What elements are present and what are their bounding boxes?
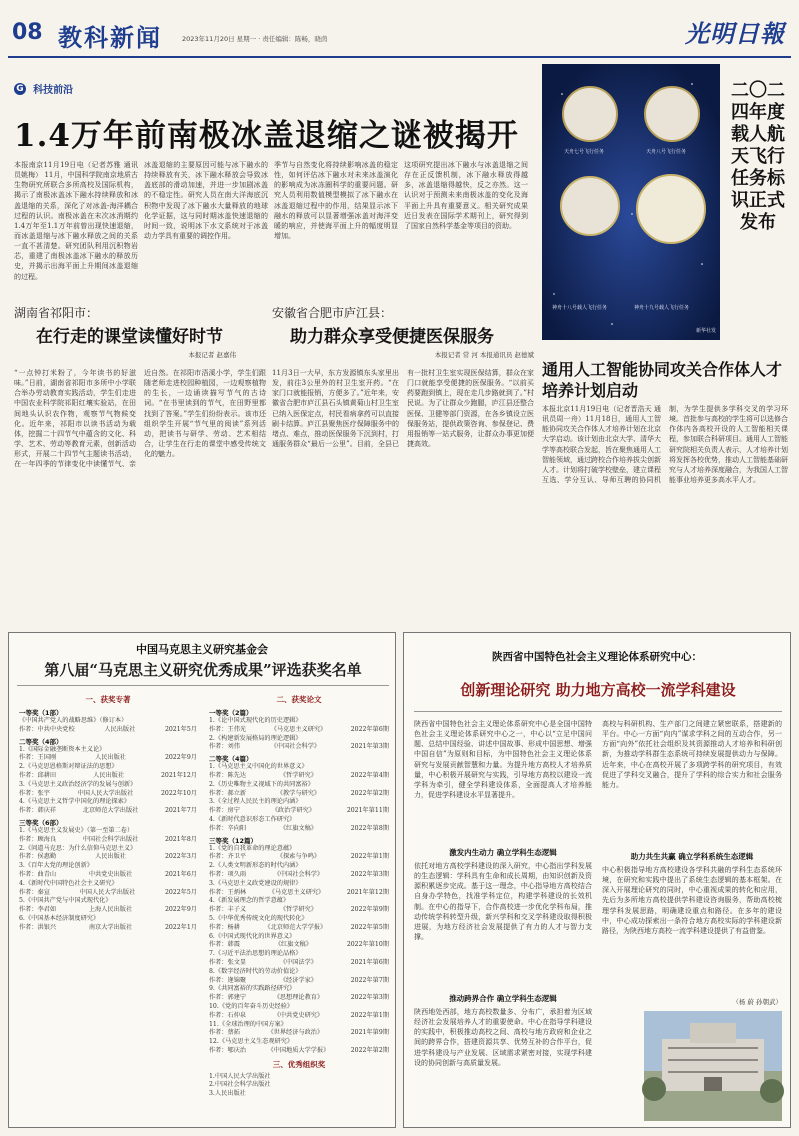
award-entry-publisher: 《思想理论教育》 <box>273 994 324 1002</box>
award-entry <box>209 933 389 951</box>
award-entry-date: 2022年9月 <box>164 754 197 762</box>
award-entry-date: 2022年第10期 <box>346 941 389 949</box>
page-number: 08 <box>12 20 43 45</box>
award-entry-date: 2022年第2期 <box>350 1046 389 1054</box>
award-entry <box>209 798 389 816</box>
award-entry-date: 2022年5月 <box>164 888 197 896</box>
ai-article-body: 本报北京11月19日电（记者晋浩天 通讯员周一舟）11月18日，通用人工智能协同攻关合作体人才培养计划在北京大学启动。该计划由北京大学、清华大学等高校联合发起，旨在聚焦通用人工智能领域，通过跨校合作培养拔尖创新人才。计划将打破学校壁垒，建立课程互选、学分互认、导师互聘的协同机制，为学生提供多学科交叉的学习环境。首批参与高校的学生将可以选修合作体内各高校开设的人工智能相关课程，参加联合科研项目。通用人工智能研究院相关负责人表示，人才培养计划将发挥各校优势，推动人工智能基础研究与人才培养深度融合，为我国人工智能事业培养更多高水平人才。 <box>542 405 788 484</box>
award-entry-date: 2021年第9期 <box>350 1029 389 1037</box>
article2-byline: 本报记者 常 河 本报通讯员 赵德斌 <box>434 351 534 359</box>
award-tier: 三等奖（12篇） <box>209 836 258 845</box>
award-entry-title: 12.《马克思主义生态观研究》 <box>209 1038 294 1046</box>
building-illustration <box>644 1011 782 1121</box>
award-entry-title: 1.《马克思主义发展史》（第一至第二卷） <box>19 826 134 834</box>
lead-headline: 1.4万年前南极冰盖退缩之谜被揭开 <box>14 118 519 154</box>
award-entry-meta <box>209 726 389 735</box>
award-entry-meta <box>209 807 389 816</box>
award-entry-publisher: 《红旗文稿》 <box>279 824 317 832</box>
award-entry-title: 3.人民出版社 <box>209 1090 246 1098</box>
lead-column-1: 本报南京11月19日电（记者苏雅 通讯员姚梅） 11月，中国科学院南京地质古生物研究所联合多所高校及国际机构，揭示了南极冰盖冰下融水持续释放和冰盖退缩的关系，深化了对冰盖-海洋耦合过程的认识。南极冰盖在末次冰消期约1.4万年至1.1万年前曾出现快速退缩，而冰盖退缩与冰下融水释放之间的关系一直不甚清楚。研究团队利用沉积物岩芯，重建了南极冰盖冰下融水的释放历史，并揭示出海平面上升期间冰盖退缩的过程。 <box>14 161 138 281</box>
award-entry-meta <box>19 836 197 845</box>
kicker-icon: G <box>14 83 26 95</box>
award-entry-meta <box>19 754 197 763</box>
award-entry <box>209 950 389 968</box>
award-entry-date: 2021年第11期 <box>346 807 389 815</box>
tianzhou-7-patch-icon <box>562 86 618 142</box>
award-tier: 二等奖（4篇） <box>209 755 253 764</box>
award-entry <box>209 968 389 986</box>
award-entry <box>209 985 389 1003</box>
patch-label-1: 天舟七号飞行任务 <box>564 149 605 155</box>
award-entry-publisher: 《红旗文稿》 <box>274 941 312 949</box>
article1-byline: 本报记者 赵嘉伟 <box>188 351 236 359</box>
award-entry <box>209 1038 389 1056</box>
award-entry-meta <box>209 977 389 986</box>
award-entry <box>19 717 197 735</box>
award-tier: 一等奖（1部） <box>19 709 63 717</box>
award-entry-title: 2.《问道马克思：为什么信仰马克思主义》 <box>19 844 137 852</box>
shaanxi-head-1: 激发内生动力 确立学科生态逻辑 <box>449 848 557 857</box>
article1-location: 湖南省祁阳市： <box>14 306 99 320</box>
award-entry-meta <box>209 924 389 933</box>
award-entry-meta <box>209 871 389 880</box>
award-entry-date: 2021年第3期 <box>350 743 389 751</box>
award-entry-title: 7.《习近平法治思想的理论品格》 <box>209 950 302 958</box>
award-entry-date: 2021年12月 <box>161 771 197 779</box>
award-entry <box>209 1081 389 1090</box>
award-entry-date: 2022年1月 <box>164 923 197 931</box>
article1-body: “一点钟打米粉了，今年读书的好滋味。”日前，湖南省祁阳市多所中小学联合举办劳动教育实践活动，学生们走进中国农业科学院祁阳红壤实验站，在田间地头认识农作物，观察节气物候变化。近年来，祁阳市以读书活动为载体，挖掘二十四节气中蕴含的文化、科学、艺术、劳动等教育元素，创新活动形式，开展二十四节气主题读书活动，在一年四季的节律变化中读懂节气、亲近自然。在祁阳市浯溪小学，学生们跟随老师走进校园种植园，一边观察植物的生长，一边诵读描写节气的古诗词。“在书里读到的节气，在田野里都找到了答案。”学生们纷纷表示。该市还组织学生开展“节气里的阅读”系列活动，把读书与研学、劳动、艺术相结合，让学生在行走的课堂中感受传统文化的魅力。 <box>14 369 266 469</box>
award-entry-title: 3.《百年大党的理论创新》 <box>19 862 93 870</box>
header-rule <box>8 56 791 58</box>
award-entry-date: 2022年第2期 <box>350 789 389 797</box>
awards-box <box>8 632 396 1128</box>
award-entry-title: 1.《党的自我革命的理论意蕴》 <box>209 844 296 852</box>
ai-article-title: 通用人工智能协同攻关合作体人才培养计划启动 <box>542 360 783 400</box>
award-entry-title: 3.《马克思主义政党建设的规律》 <box>209 879 302 887</box>
award-entry-date: 2022年第9期 <box>350 906 389 914</box>
award-entry-title: 5.《中国共产党与中国式现代化》 <box>19 897 112 905</box>
award-entry-date: 2022年第1期 <box>350 853 389 861</box>
award-entry-title: 9.《共同富裕的实践路径研究》 <box>209 985 296 993</box>
newspaper-logo: 光明日報 <box>685 19 785 48</box>
award-entry-title: 6.《中国式现代化的世界意义》 <box>209 932 296 940</box>
award-entry-date: 2021年7月 <box>164 807 197 815</box>
award-entry-meta <box>209 959 389 968</box>
patch-label-4: 神舟十九号载人飞行任务 <box>634 305 690 311</box>
award-entry-author: 作者：项久雨 <box>209 870 247 878</box>
awards-column-right <box>209 691 389 1121</box>
shaanxi-intro: 陕西省中国特色社会主义理论体系研究中心是全国中国特色社会主义理论体系研究中心之一，中心以“立足中国问题、总结中国经验、讲述中国故事、形成中国思想、增强中国自信”为原则和目标，为中国特色社会主义理论体系研究与发展贡献智慧和力量。为提升地方高校人才培养质量，中心积极开展研究与实践，引导地方高校以建设一流学科为牵引，健全学科建设体系，全面提高人才培养能力，促进学科建设水平显著提升。 <box>414 720 592 799</box>
award-entry-date: 2021年5月 <box>164 725 197 733</box>
award-entry-author: 作者：郝立新 <box>209 789 247 797</box>
shaanxi-para-1: 依托对地方高校学科建设的深入研究，中心指出学科发展的生态逻辑：学科具有生命和成长周期，由知识创新及资源积累逐步完成。基于这一理念，中心指导地方高校结合自身办学特色，找准学科定位，构建学科建设的长效机制。在中心的指导下，合作高校进一步优化学科布局，推动传统学科转型升级，新兴学科和交叉学科建设取得积极进展，为地方经济社会发展提供了有力的人才与智力支撑。 <box>414 862 592 941</box>
shenzhou-19-patch-icon <box>636 174 706 244</box>
award-entry-author: 作者：王国刚 <box>19 754 57 762</box>
award-entry-title: 10.《党的百年奋斗历史经验》 <box>209 1002 294 1010</box>
award-entry-author: 作者：洪银兴 <box>19 923 57 931</box>
award-entry <box>19 915 197 933</box>
award-entry-meta <box>209 743 389 752</box>
award-entry-publisher: 人民出版社 <box>104 725 136 733</box>
shaanxi-para-4: 中心积极指导地方高校建设各学科共融的学科生态系统环境，在研究和实践中提出了系统生态逻辑的基本框架。在深入开展理论研究的同时，中心重视成果的转化和应用，先后为多所地方高校提供学科建设咨询服务，帮助高校梳理学科发展思路，明确建设重点和路径。在多年的建设中，中心成功探索出一条符合地方高校实际的学科建设新路径，为陕西地方高校一流学科建设提供了有益借鉴。 <box>602 866 782 935</box>
award-entry-date: 2022年第8期 <box>350 824 389 832</box>
award-entry <box>209 915 389 933</box>
award-entry-date: 2022年第1期 <box>350 1011 389 1019</box>
award-entry-meta <box>19 853 197 862</box>
award-entry-author: 作者：韩庆祥 <box>19 807 57 815</box>
award-entry <box>209 816 389 834</box>
award-entry-date: 2021年6月 <box>164 870 197 878</box>
award-entry-title: 1.《国际金融垄断资本主义论》 <box>19 745 106 753</box>
award-section-head: 一、获奖专著 <box>85 695 131 704</box>
award-entry-title: 1.《马克思主义中国化的世界意义》 <box>209 763 308 771</box>
award-entry-publisher: 中国社会科学出版社 <box>82 835 139 843</box>
award-entry-meta <box>209 825 389 834</box>
awards-org: 中国马克思主义研究基金会 <box>136 643 268 656</box>
award-entry-author: 作者：张文显 <box>209 958 247 966</box>
award-entry-publisher: 中国人民大学出版社 <box>77 789 134 797</box>
award-entry <box>19 880 197 898</box>
photo-credit: 新华社发 <box>695 328 716 334</box>
kicker <box>14 78 73 97</box>
award-entry <box>19 827 197 845</box>
award-entry-author: 作者：刘伟 <box>209 743 240 751</box>
award-entry-date: 2022年第4期 <box>350 771 389 779</box>
article2-title: 助力群众享受便捷医保服务 <box>290 327 494 347</box>
award-entry-publisher: 《哲学研究》 <box>279 771 317 779</box>
award-entry-meta <box>19 726 197 735</box>
award-entry <box>19 798 197 816</box>
shenzhou-18-patch-icon <box>560 176 620 236</box>
tianzhou-8-patch-icon <box>644 86 700 142</box>
award-entry-meta <box>209 1029 389 1038</box>
award-entry-publisher: 《哲学研究》 <box>279 906 317 914</box>
award-entry <box>209 735 389 753</box>
award-entry-publisher: 《中国社会科学》 <box>273 870 324 878</box>
shaanxi-head-3: 助力共生共赢 确立学科系统生态逻辑 <box>630 852 754 861</box>
award-entry-title: 8.《数字经济时代的劳动价值论》 <box>209 967 302 975</box>
award-entry-meta <box>19 871 197 880</box>
award-entry-title: 2.中国社会科学出版社 <box>209 1081 271 1089</box>
award-entry-date: 2022年第5期 <box>350 923 389 931</box>
award-tier: 三等奖（6部） <box>19 818 63 827</box>
award-entry-publisher: 《北京师范大学学报》 <box>264 923 327 931</box>
award-entry-meta <box>209 1047 389 1056</box>
award-entry-meta <box>19 772 197 781</box>
award-entry-date: 2022年10月 <box>161 789 197 797</box>
award-entry-meta <box>19 906 197 915</box>
kicker-label: 科技前沿 <box>33 85 74 96</box>
shaanxi-head-2: 推动跨界合作 确立学科生态逻辑 <box>449 994 557 1003</box>
award-entry-author: 作者：顾海良 <box>19 835 57 843</box>
award-entry-author: 作者：李君如 <box>19 906 57 914</box>
award-entry-title: 2.《马克思恩格斯对辩证法的思想》 <box>19 763 118 771</box>
award-section-head: 三、优秀组织奖 <box>272 1059 326 1069</box>
mission-patches-photo <box>542 64 720 340</box>
award-entry-meta <box>209 772 389 781</box>
shaanxi-para-2: 陕西地处西部，地方高校数量多、分布广，承担着为区域经济社会发展培养人才的重要使命。中心在指导学科建设的实践中，积极推动高校之间、高校与地方政府和企业之间的跨界合作，搭建资源共享、优势互补的合作平台，促进学科建设与产业发展、区域需求紧密对接，实现学科建设的协同创新与高质量发展。 <box>414 1008 592 1067</box>
award-entry-title: 6.《中国基本经济制度研究》 <box>19 914 100 922</box>
award-entry <box>209 862 389 880</box>
award-entry-publisher: 上海人民出版社 <box>88 906 133 914</box>
award-entry <box>19 862 197 880</box>
award-entry-author: 作者：中共中央党校 <box>19 725 75 733</box>
award-entry-meta <box>19 924 197 933</box>
award-entry-title: 11.《全球治理的中国方案》 <box>209 1020 287 1028</box>
campus-building-photo <box>644 1011 782 1121</box>
award-entry-date: 2022年第3期 <box>350 870 389 878</box>
award-entry-publisher: 中国人民大学出版社 <box>79 888 136 896</box>
award-entry-publisher: 南京大学出版社 <box>88 923 133 931</box>
award-entry-title: 《中国共产党人的战略思维》（修订本） <box>19 717 128 724</box>
award-entry-author: 作者：邱耕田 <box>19 771 57 779</box>
award-entry-publisher: 北京师范大学出版社 <box>82 807 139 815</box>
award-entry <box>209 781 389 799</box>
award-tier: 一等奖（2篇） <box>209 709 253 717</box>
award-entry-date: 2022年3月 <box>164 853 197 861</box>
award-entry-meta <box>209 906 389 915</box>
shaanxi-para-3: 高校与科研机构、生产部门之间建立紧密联系，搭建新的平台。中心一方面“向内”谋求学科之间的互动合作，另一方面“向外”依托社会组织及其资源推动人才培养和科研创新，为推动学科群生态系统可持续发展提供动力与保障。近年来，中心在高校开展了多项跨学科的研究项目，有效促进了学科交叉融合，提升了学科的综合实力和社会服务能力。 <box>602 720 782 789</box>
award-entry-author: 作者：韩震 <box>209 941 240 949</box>
award-entry-author: 作者：丰子义 <box>209 906 247 914</box>
award-entry-author: 作者：逄锦聚 <box>209 976 247 984</box>
award-entry-title: 2.《历史唯物主义视域下的共同富裕》 <box>209 780 314 788</box>
award-entry-publisher: 《中国社会科学》 <box>270 743 321 751</box>
award-entry <box>209 763 389 781</box>
award-entry <box>19 897 197 915</box>
award-entry-publisher: 《中国法学》 <box>279 958 317 966</box>
award-entry <box>209 1003 389 1021</box>
award-entry-title: 4.《新发展理念的哲学意蕴》 <box>209 897 290 905</box>
award-entry-author: 作者：张宇 <box>19 789 50 797</box>
award-entry-author: 作者：王伟光 <box>209 725 247 733</box>
award-entry-author: 作者：郭建宁 <box>209 994 247 1002</box>
award-entry <box>19 763 197 781</box>
award-entry-title: 2.《构建新发展格局的理论逻辑》 <box>209 734 302 742</box>
award-entry-publisher: 人民出版社 <box>95 754 126 762</box>
article2-location: 安徽省合肥市庐江县： <box>272 306 393 320</box>
award-entry-title: 4.《马克思主义哲学中国化的理论探索》 <box>19 798 131 806</box>
award-entry-author: 作者：房宁 <box>209 807 240 815</box>
issue-meta: 2023年11月20日 星期一 · 责任编辑：陈畅，晓茵 <box>182 35 328 43</box>
award-entry-publisher: 《中国地质大学学报》 <box>267 1046 330 1054</box>
award-entry-author: 作者：郇庆治 <box>209 1046 247 1054</box>
article1-title: 在行走的课堂读懂好时节 <box>36 327 223 347</box>
award-entry-title: 1.《论中国式现代化的历史逻辑》 <box>209 717 302 724</box>
lead-column-2: 冰盖退缩的主要原因可能与冰下融水的持续释放有关，冰下融水释放会导致冰盖底部的滑动加速，并进一步加剧冰盖的不稳定性。研究人员在南大洋海底沉积物中发现了冰下融水大量释放的地球化学证据，这与同时期冰盖快速退缩的时间一致，说明冰下水文系统对于冰盖动力学具有重要的调控作用。 <box>144 161 268 240</box>
award-entry <box>19 746 197 764</box>
award-entry-publisher: 《政治学研究》 <box>271 807 316 815</box>
award-entry <box>209 1021 389 1039</box>
award-entry-date: 2022年第6期 <box>350 725 389 733</box>
award-entry <box>19 781 197 799</box>
award-entry-date: 2021年第6期 <box>350 958 389 966</box>
award-entry-publisher: 《探索与争鸣》 <box>276 853 321 861</box>
award-entry-publisher: 《中共党史研究》 <box>273 1011 324 1019</box>
award-entry-title: 2.《人类文明新形态的时代内涵》 <box>209 862 302 870</box>
award-entry-meta <box>209 853 389 862</box>
award-entry-date: 2022年第7期 <box>350 976 389 984</box>
awards-title: 第八届“马克思主义研究优秀成果”评选获奖名单 <box>44 661 362 679</box>
award-entry-publisher: 人民出版社 <box>95 853 126 861</box>
award-entry-author: 作者：曲青山 <box>19 870 57 878</box>
award-entry-title: 3.《全过程人民民主的理论内涵》 <box>209 798 302 806</box>
award-entry-date: 2021年8月 <box>164 835 197 843</box>
award-entry-date: 2022年第3期 <box>350 994 389 1002</box>
award-entry-publisher: 《教学与研究》 <box>276 789 321 797</box>
award-entry-author: 作者：秦宣 <box>19 888 50 896</box>
award-entry-publisher: 《经济学家》 <box>279 976 317 984</box>
award-entry-title: 5.《中华优秀传统文化的现代转化》 <box>209 914 308 922</box>
award-entry-author: 作者：辛向阳 <box>209 824 247 832</box>
shaanxi-signature: （杨 蔚 孙朝武） <box>732 998 782 1006</box>
award-entry-author: 作者：陈先达 <box>209 771 247 779</box>
award-entry-date: 2022年9月 <box>164 906 197 914</box>
award-entry-title: 3.《马克思主义政治经济学的发展与创新》 <box>19 780 137 788</box>
lead-column-3: 季节与自然变化将持续影响冰盖的稳定性，如何评估冰下融水对未来冰盖演化的影响成为冰冻圈科学的重要问题。研究人员利用数值模型模拟了冰下融水在冰盖退缩过程中的作用，结果显示冰下融水的释放可以显著增强冰盖对海洋变暖的响应，并使海平面上升的幅度明显增加。 <box>274 161 398 240</box>
award-entry-author: 作者：齐卫平 <box>209 853 247 861</box>
award-entry-title: 4.《新时代意识形态工作研究》 <box>209 815 296 823</box>
award-entry-author: 作者：蔡拓 <box>209 1029 240 1037</box>
shaanxi-divider <box>414 711 782 712</box>
award-entry-meta <box>209 941 389 950</box>
award-entry <box>209 1090 389 1099</box>
award-entry-meta <box>209 994 389 1003</box>
awards-column-left <box>19 691 197 1121</box>
award-entry-author: 作者：侯惠勤 <box>19 853 57 861</box>
award-entry-publisher: 《马克思主义研究》 <box>268 888 325 896</box>
award-entry-author: 作者：杨耕 <box>209 923 240 931</box>
award-entry-publisher: 《马克思主义研究》 <box>270 725 327 733</box>
award-tier: 二等奖（4部） <box>19 737 63 746</box>
award-section-head: 二、获奖论文 <box>276 695 322 704</box>
award-entry <box>209 845 389 863</box>
space-headline: 二〇二四年度载人航天飞行任务标识正式发布 <box>731 80 785 233</box>
patch-label-3: 神舟十八号载人飞行任务 <box>552 305 608 311</box>
award-entry-meta <box>19 807 197 816</box>
award-entry-publisher: 中共党史出版社 <box>88 870 133 878</box>
award-entry-author: 作者：石仲泉 <box>209 1011 247 1019</box>
award-entry-publisher: 人民出版社 <box>93 771 125 779</box>
article2-body: 11月3日一大早，东方发源镇东头家里出发，前往3公里外的村卫生室开药。“在家门口就能报销，方便多了。”近年来，安徽省合肥市庐江县石头镇黄菊山村卫生室已纳入医保定点，村民看病拿药可以直接刷卡结算。庐江县聚焦医疗保障服务中的堵点、难点，推动医保服务下沉到村，打通服务群众“最后一公里”。目前，全县已有一批村卫生室实现医保结算，群众在家门口就能享受便捷的医保服务。“以前买药要跑到镇上，现在走几步路就到了。”村民说。为了让群众少跑腿，庐江县还整合医保、卫健等部门资源，在各乡镇设立医保服务站，提供政策咨询、参保登记、费用报销等一站式服务，让群众办事更加便捷高效。 <box>272 369 534 448</box>
award-entry-title: 4.《新时代中国特色社会主义研究》 <box>19 879 118 887</box>
awards-divider <box>17 685 389 686</box>
award-entry <box>209 717 389 735</box>
award-entry <box>209 880 389 898</box>
award-entry-author: 作者：王炳林 <box>209 888 247 896</box>
shaanxi-box <box>403 632 791 1128</box>
lead-column-4: 这项研究提出冰下融水与冰盖退缩之间存在正反馈机制，冰下融水释放得越多，冰盖退缩得越快，反之亦然。这一认识对于预测未来南极冰盖的变化及海平面上升具有重要意义。相关研究成果近日发表在国际学术期刊上，研究得到了国家自然科学基金等项目的资助。 <box>404 161 528 230</box>
award-entry-title: 1.中国人民大学出版社 <box>209 1072 271 1080</box>
award-entry <box>19 845 197 863</box>
shaanxi-title: 创新理论研究 助力地方高校一流学科建设 <box>460 681 736 699</box>
award-entry <box>209 897 389 915</box>
shaanxi-org: 陕西省中国特色社会主义理论体系研究中心： <box>492 651 702 663</box>
patch-label-2: 天舟八号飞行任务 <box>646 149 687 155</box>
award-entry-publisher: 《世界经济与政治》 <box>267 1029 324 1037</box>
section-title: 教科新闻 <box>58 23 162 52</box>
award-entry-date: 2021年第12期 <box>346 888 389 896</box>
award-entry-meta <box>209 1012 389 1021</box>
